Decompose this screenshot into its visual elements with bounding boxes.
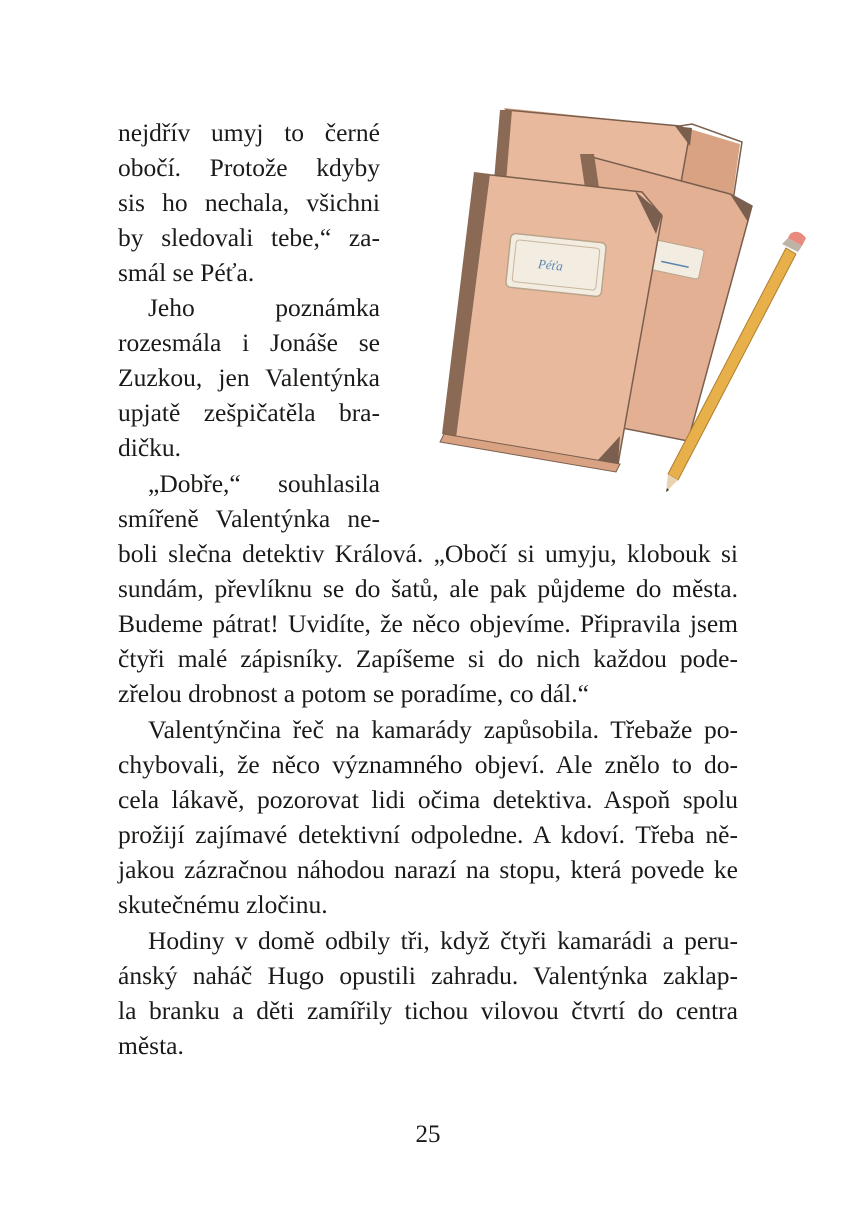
text-line-12: smířeně Valentýnka ne- bbox=[118, 504, 380, 533]
text-line-9: upjatě zešpičatěla bra- bbox=[118, 398, 380, 427]
text-line-6: Jeho poznámka bbox=[148, 293, 380, 322]
notebooks-and-pencil-illustration bbox=[430, 96, 810, 496]
text-line-27: města. bbox=[118, 1031, 184, 1060]
text-line-20: cela lákavě, pozorovat lidi očima detektiva. Aspoň spolu bbox=[118, 785, 738, 814]
text-line-10: dičku. bbox=[118, 433, 182, 462]
page-number: 25 bbox=[415, 1121, 441, 1148]
text-line-23: skutečnému zločinu. bbox=[118, 890, 328, 919]
text-line-15: Budeme pátrat! Uvidíte, že něco objevíme. Připravila jsem bbox=[118, 609, 738, 638]
text-line-14: sundám, převlíknu se do šatů, ale pak půjdeme do města. bbox=[118, 574, 738, 603]
text-line-13: boli slečna detektiv Králová. „Obočí si umyju, klobouk si bbox=[118, 539, 738, 568]
text-line-11: „Dobře,“ souhlasila bbox=[148, 469, 380, 498]
text-line-19: chybovali, že něco významného objeví. Ale znělo to do- bbox=[118, 750, 738, 779]
text-line-26: la branku a děti zamířily tichou vilovou čtvrtí do centra bbox=[118, 996, 738, 1025]
text-line-25: ánský naháč Hugo opustili zahradu. Valentýnka zaklap- bbox=[118, 961, 738, 990]
text-line-1: nejdřív umyj to černé bbox=[118, 118, 380, 147]
text-line-22: jakou zázračnou náhodou narazí na stopu, která povede ke bbox=[118, 855, 738, 884]
text-line-3: sis ho nechala, všichni bbox=[118, 188, 380, 217]
text-line-17: zřelou drobnost a potom se poradíme, co dál.“ bbox=[118, 679, 589, 708]
text-line-21: prožijí zajímavé detektivní odpoledne. A kdoví. Třeba ně- bbox=[118, 820, 738, 849]
text-line-18: Valentýnčina řeč na kamarády zapůsobila. Třebaže po- bbox=[148, 715, 738, 744]
text-line-24: Hodiny v domě odbily tři, když čtyři kamarádi a peru- bbox=[148, 926, 738, 955]
text-line-8: Zuzkou, jen Valentýnka bbox=[118, 363, 380, 392]
text-line-7: rozesmála i Jonáše se bbox=[118, 328, 380, 357]
text-line-4: by sledovali tebe,“ za- bbox=[118, 223, 380, 252]
text-line-2: obočí. Protože kdyby bbox=[118, 153, 380, 182]
text-line-5: smál se Péťa. bbox=[118, 258, 255, 287]
text-line-16: čtyři malé zápisníky. Zapíšeme si do nich každou pode- bbox=[118, 644, 738, 673]
notebook-label: Péťa bbox=[537, 256, 564, 274]
